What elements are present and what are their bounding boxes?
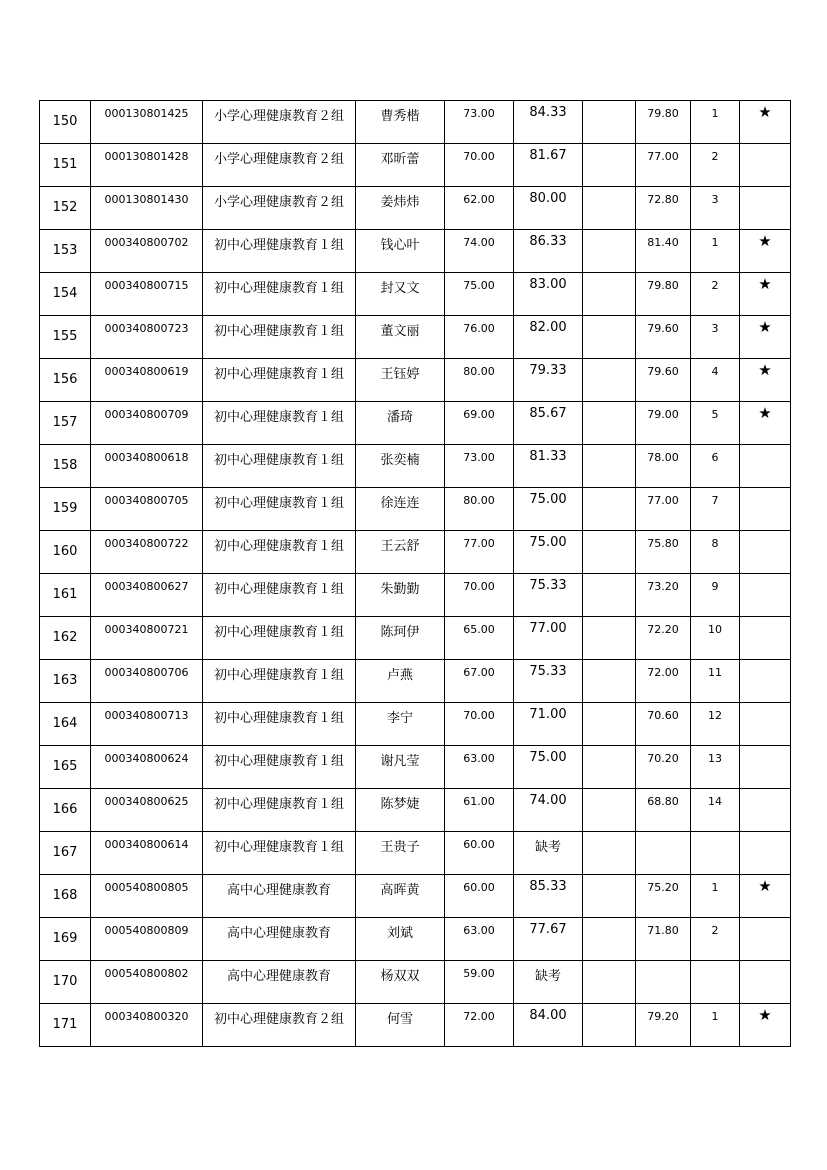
rank: 1 bbox=[691, 1004, 740, 1047]
candidate-id: 000340800614 bbox=[91, 832, 203, 875]
total-score: 73.20 bbox=[636, 574, 691, 617]
exam-group: 高中心理健康教育 bbox=[203, 918, 356, 961]
extra-score bbox=[583, 617, 636, 660]
exam-group: 初中心理健康教育１组 bbox=[203, 832, 356, 875]
candidate-id: 000340800713 bbox=[91, 703, 203, 746]
selected-star-icon: ★ bbox=[740, 316, 791, 359]
exam-group: 初中心理健康教育１组 bbox=[203, 316, 356, 359]
selected-star-icon bbox=[740, 746, 791, 789]
exam-group: 小学心理健康教育２组 bbox=[203, 187, 356, 230]
selected-star-icon bbox=[740, 961, 791, 1004]
table-row bbox=[40, 574, 791, 617]
candidate-id: 000340800619 bbox=[91, 359, 203, 402]
rank: 5 bbox=[691, 402, 740, 445]
candidate-name: 潘琦 bbox=[356, 402, 445, 445]
row-number: 157 bbox=[40, 402, 91, 445]
table-row bbox=[40, 359, 791, 402]
written-score: 76.00 bbox=[445, 316, 514, 359]
written-score: 70.00 bbox=[445, 574, 514, 617]
candidate-id: 000340800722 bbox=[91, 531, 203, 574]
interview-score: 77.00 bbox=[514, 617, 583, 660]
table-row bbox=[40, 746, 791, 789]
extra-score bbox=[583, 359, 636, 402]
row-number: 165 bbox=[40, 746, 91, 789]
candidate-id: 000340800618 bbox=[91, 445, 203, 488]
total-score: 72.00 bbox=[636, 660, 691, 703]
written-score: 67.00 bbox=[445, 660, 514, 703]
candidate-id: 000340800721 bbox=[91, 617, 203, 660]
extra-score bbox=[583, 144, 636, 187]
rank: 6 bbox=[691, 445, 740, 488]
interview-score: 83.00 bbox=[514, 273, 583, 316]
total-score: 78.00 bbox=[636, 445, 691, 488]
interview-score: 84.00 bbox=[514, 1004, 583, 1047]
extra-score bbox=[583, 875, 636, 918]
results-table bbox=[39, 100, 791, 1047]
table-row bbox=[40, 144, 791, 187]
extra-score bbox=[583, 273, 636, 316]
row-number: 162 bbox=[40, 617, 91, 660]
extra-score bbox=[583, 660, 636, 703]
candidate-name: 姜炜炜 bbox=[356, 187, 445, 230]
row-number: 153 bbox=[40, 230, 91, 273]
row-number: 164 bbox=[40, 703, 91, 746]
candidate-name: 徐连连 bbox=[356, 488, 445, 531]
table-row bbox=[40, 1004, 791, 1047]
table-row bbox=[40, 918, 791, 961]
row-number: 155 bbox=[40, 316, 91, 359]
interview-score: 79.33 bbox=[514, 359, 583, 402]
candidate-id: 000340800624 bbox=[91, 746, 203, 789]
candidate-name: 邓昕蕾 bbox=[356, 144, 445, 187]
extra-score bbox=[583, 832, 636, 875]
interview-score: 77.67 bbox=[514, 918, 583, 961]
written-score: 74.00 bbox=[445, 230, 514, 273]
rank: 12 bbox=[691, 703, 740, 746]
candidate-id: 000340800702 bbox=[91, 230, 203, 273]
candidate-name: 曹秀楷 bbox=[356, 101, 445, 144]
extra-score bbox=[583, 402, 636, 445]
written-score: 72.00 bbox=[445, 1004, 514, 1047]
table-row bbox=[40, 402, 791, 445]
candidate-name: 王云舒 bbox=[356, 531, 445, 574]
candidate-name: 谢凡莹 bbox=[356, 746, 445, 789]
written-score: 73.00 bbox=[445, 101, 514, 144]
candidate-name: 何雪 bbox=[356, 1004, 445, 1047]
selected-star-icon: ★ bbox=[740, 230, 791, 273]
written-score: 63.00 bbox=[445, 918, 514, 961]
written-score: 62.00 bbox=[445, 187, 514, 230]
exam-group: 高中心理健康教育 bbox=[203, 961, 356, 1004]
written-score: 73.00 bbox=[445, 445, 514, 488]
total-score: 79.80 bbox=[636, 101, 691, 144]
table-row bbox=[40, 875, 791, 918]
table-row bbox=[40, 488, 791, 531]
candidate-id: 000340800627 bbox=[91, 574, 203, 617]
written-score: 63.00 bbox=[445, 746, 514, 789]
candidate-name: 高晖黄 bbox=[356, 875, 445, 918]
written-score: 70.00 bbox=[445, 703, 514, 746]
candidate-name: 陈珂伊 bbox=[356, 617, 445, 660]
table-row bbox=[40, 445, 791, 488]
rank: 7 bbox=[691, 488, 740, 531]
exam-group: 高中心理健康教育 bbox=[203, 875, 356, 918]
selected-star-icon: ★ bbox=[740, 359, 791, 402]
total-score: 72.80 bbox=[636, 187, 691, 230]
exam-group: 小学心理健康教育２组 bbox=[203, 144, 356, 187]
rank: 1 bbox=[691, 101, 740, 144]
extra-score bbox=[583, 703, 636, 746]
written-score: 80.00 bbox=[445, 359, 514, 402]
extra-score bbox=[583, 187, 636, 230]
exam-group: 初中心理健康教育１组 bbox=[203, 617, 356, 660]
row-number: 166 bbox=[40, 789, 91, 832]
total-score: 72.20 bbox=[636, 617, 691, 660]
total-score: 70.60 bbox=[636, 703, 691, 746]
candidate-name: 董文丽 bbox=[356, 316, 445, 359]
row-number: 167 bbox=[40, 832, 91, 875]
exam-group: 初中心理健康教育１组 bbox=[203, 402, 356, 445]
extra-score bbox=[583, 101, 636, 144]
total-score: 68.80 bbox=[636, 789, 691, 832]
exam-group: 初中心理健康教育１组 bbox=[203, 574, 356, 617]
extra-score bbox=[583, 230, 636, 273]
row-number: 151 bbox=[40, 144, 91, 187]
exam-group: 初中心理健康教育１组 bbox=[203, 359, 356, 402]
selected-star-icon: ★ bbox=[740, 1004, 791, 1047]
extra-score bbox=[583, 488, 636, 531]
candidate-id: 000340800705 bbox=[91, 488, 203, 531]
table-row bbox=[40, 273, 791, 316]
total-score: 71.80 bbox=[636, 918, 691, 961]
candidate-name: 钱心叶 bbox=[356, 230, 445, 273]
table-row bbox=[40, 703, 791, 746]
candidate-id: 000540800809 bbox=[91, 918, 203, 961]
written-score: 70.00 bbox=[445, 144, 514, 187]
extra-score bbox=[583, 789, 636, 832]
total-score: 77.00 bbox=[636, 144, 691, 187]
written-score: 59.00 bbox=[445, 961, 514, 1004]
extra-score bbox=[583, 746, 636, 789]
interview-score: 75.33 bbox=[514, 574, 583, 617]
rank: 10 bbox=[691, 617, 740, 660]
row-number: 171 bbox=[40, 1004, 91, 1047]
candidate-id: 000340800709 bbox=[91, 402, 203, 445]
candidate-id: 000130801430 bbox=[91, 187, 203, 230]
exam-group: 初中心理健康教育１组 bbox=[203, 445, 356, 488]
interview-score: 缺考 bbox=[514, 961, 583, 1004]
rank: 2 bbox=[691, 273, 740, 316]
rank: 1 bbox=[691, 875, 740, 918]
interview-score: 75.00 bbox=[514, 746, 583, 789]
total-score: 79.60 bbox=[636, 316, 691, 359]
candidate-name: 李宁 bbox=[356, 703, 445, 746]
total-score: 79.80 bbox=[636, 273, 691, 316]
candidate-name: 王贵子 bbox=[356, 832, 445, 875]
interview-score: 84.33 bbox=[514, 101, 583, 144]
rank: 2 bbox=[691, 144, 740, 187]
extra-score bbox=[583, 574, 636, 617]
candidate-id: 000340800723 bbox=[91, 316, 203, 359]
candidate-id: 000130801425 bbox=[91, 101, 203, 144]
candidate-id: 000130801428 bbox=[91, 144, 203, 187]
candidate-name: 陈梦婕 bbox=[356, 789, 445, 832]
interview-score: 75.00 bbox=[514, 531, 583, 574]
row-number: 154 bbox=[40, 273, 91, 316]
total-score: 75.20 bbox=[636, 875, 691, 918]
table-row bbox=[40, 531, 791, 574]
interview-score: 80.00 bbox=[514, 187, 583, 230]
selected-star-icon bbox=[740, 660, 791, 703]
candidate-name: 张奕楠 bbox=[356, 445, 445, 488]
rank: 13 bbox=[691, 746, 740, 789]
selected-star-icon bbox=[740, 187, 791, 230]
row-number: 161 bbox=[40, 574, 91, 617]
extra-score bbox=[583, 918, 636, 961]
total-score: 79.60 bbox=[636, 359, 691, 402]
exam-group: 初中心理健康教育１组 bbox=[203, 531, 356, 574]
candidate-id: 000340800625 bbox=[91, 789, 203, 832]
table-row bbox=[40, 660, 791, 703]
selected-star-icon bbox=[740, 488, 791, 531]
total-score: 75.80 bbox=[636, 531, 691, 574]
table-row bbox=[40, 101, 791, 144]
selected-star-icon bbox=[740, 445, 791, 488]
candidate-name: 朱勤勤 bbox=[356, 574, 445, 617]
interview-score: 85.67 bbox=[514, 402, 583, 445]
extra-score bbox=[583, 961, 636, 1004]
row-number: 163 bbox=[40, 660, 91, 703]
rank: 3 bbox=[691, 316, 740, 359]
written-score: 80.00 bbox=[445, 488, 514, 531]
rank: 2 bbox=[691, 918, 740, 961]
candidate-id: 000340800320 bbox=[91, 1004, 203, 1047]
interview-score: 75.00 bbox=[514, 488, 583, 531]
row-number: 158 bbox=[40, 445, 91, 488]
row-number: 150 bbox=[40, 101, 91, 144]
exam-group: 初中心理健康教育２组 bbox=[203, 1004, 356, 1047]
rank: 1 bbox=[691, 230, 740, 273]
candidate-id: 000540800805 bbox=[91, 875, 203, 918]
total-score: 79.00 bbox=[636, 402, 691, 445]
interview-score: 缺考 bbox=[514, 832, 583, 875]
selected-star-icon bbox=[740, 918, 791, 961]
table-row bbox=[40, 961, 791, 1004]
written-score: 69.00 bbox=[445, 402, 514, 445]
rank: 3 bbox=[691, 187, 740, 230]
row-number: 160 bbox=[40, 531, 91, 574]
total-score bbox=[636, 961, 691, 1004]
interview-score: 86.33 bbox=[514, 230, 583, 273]
interview-score: 74.00 bbox=[514, 789, 583, 832]
table-body bbox=[40, 101, 791, 1047]
total-score: 77.00 bbox=[636, 488, 691, 531]
total-score bbox=[636, 832, 691, 875]
exam-group: 初中心理健康教育１组 bbox=[203, 230, 356, 273]
interview-score: 82.00 bbox=[514, 316, 583, 359]
total-score: 79.20 bbox=[636, 1004, 691, 1047]
table-row bbox=[40, 789, 791, 832]
interview-score: 71.00 bbox=[514, 703, 583, 746]
exam-group: 初中心理健康教育１组 bbox=[203, 703, 356, 746]
exam-group: 初中心理健康教育１组 bbox=[203, 273, 356, 316]
interview-score: 75.33 bbox=[514, 660, 583, 703]
selected-star-icon bbox=[740, 703, 791, 746]
rank bbox=[691, 832, 740, 875]
candidate-name: 封又文 bbox=[356, 273, 445, 316]
written-score: 75.00 bbox=[445, 273, 514, 316]
candidate-name: 杨双双 bbox=[356, 961, 445, 1004]
exam-group: 初中心理健康教育１组 bbox=[203, 488, 356, 531]
written-score: 65.00 bbox=[445, 617, 514, 660]
written-score: 77.00 bbox=[445, 531, 514, 574]
extra-score bbox=[583, 531, 636, 574]
row-number: 156 bbox=[40, 359, 91, 402]
selected-star-icon: ★ bbox=[740, 402, 791, 445]
rank: 8 bbox=[691, 531, 740, 574]
written-score: 60.00 bbox=[445, 832, 514, 875]
exam-group: 初中心理健康教育１组 bbox=[203, 746, 356, 789]
candidate-id: 000340800706 bbox=[91, 660, 203, 703]
table-row bbox=[40, 187, 791, 230]
selected-star-icon: ★ bbox=[740, 101, 791, 144]
selected-star-icon bbox=[740, 617, 791, 660]
table-row bbox=[40, 617, 791, 660]
extra-score bbox=[583, 1004, 636, 1047]
candidate-name: 卢燕 bbox=[356, 660, 445, 703]
interview-score: 81.67 bbox=[514, 144, 583, 187]
rank: 9 bbox=[691, 574, 740, 617]
interview-score: 81.33 bbox=[514, 445, 583, 488]
total-score: 81.40 bbox=[636, 230, 691, 273]
selected-star-icon bbox=[740, 574, 791, 617]
exam-group: 小学心理健康教育２组 bbox=[203, 101, 356, 144]
table-row bbox=[40, 832, 791, 875]
extra-score bbox=[583, 316, 636, 359]
selected-star-icon bbox=[740, 531, 791, 574]
candidate-id: 000340800715 bbox=[91, 273, 203, 316]
exam-group: 初中心理健康教育１组 bbox=[203, 660, 356, 703]
exam-group: 初中心理健康教育１组 bbox=[203, 789, 356, 832]
selected-star-icon: ★ bbox=[740, 875, 791, 918]
candidate-name: 刘斌 bbox=[356, 918, 445, 961]
candidate-name: 王钰婷 bbox=[356, 359, 445, 402]
row-number: 168 bbox=[40, 875, 91, 918]
written-score: 61.00 bbox=[445, 789, 514, 832]
rank: 14 bbox=[691, 789, 740, 832]
row-number: 159 bbox=[40, 488, 91, 531]
row-number: 152 bbox=[40, 187, 91, 230]
rank bbox=[691, 961, 740, 1004]
row-number: 169 bbox=[40, 918, 91, 961]
interview-score: 85.33 bbox=[514, 875, 583, 918]
written-score: 60.00 bbox=[445, 875, 514, 918]
table-row bbox=[40, 316, 791, 359]
selected-star-icon bbox=[740, 789, 791, 832]
table-row bbox=[40, 230, 791, 273]
extra-score bbox=[583, 445, 636, 488]
candidate-id: 000540800802 bbox=[91, 961, 203, 1004]
selected-star-icon bbox=[740, 144, 791, 187]
total-score: 70.20 bbox=[636, 746, 691, 789]
rank: 4 bbox=[691, 359, 740, 402]
selected-star-icon: ★ bbox=[740, 273, 791, 316]
selected-star-icon bbox=[740, 832, 791, 875]
rank: 11 bbox=[691, 660, 740, 703]
row-number: 170 bbox=[40, 961, 91, 1004]
